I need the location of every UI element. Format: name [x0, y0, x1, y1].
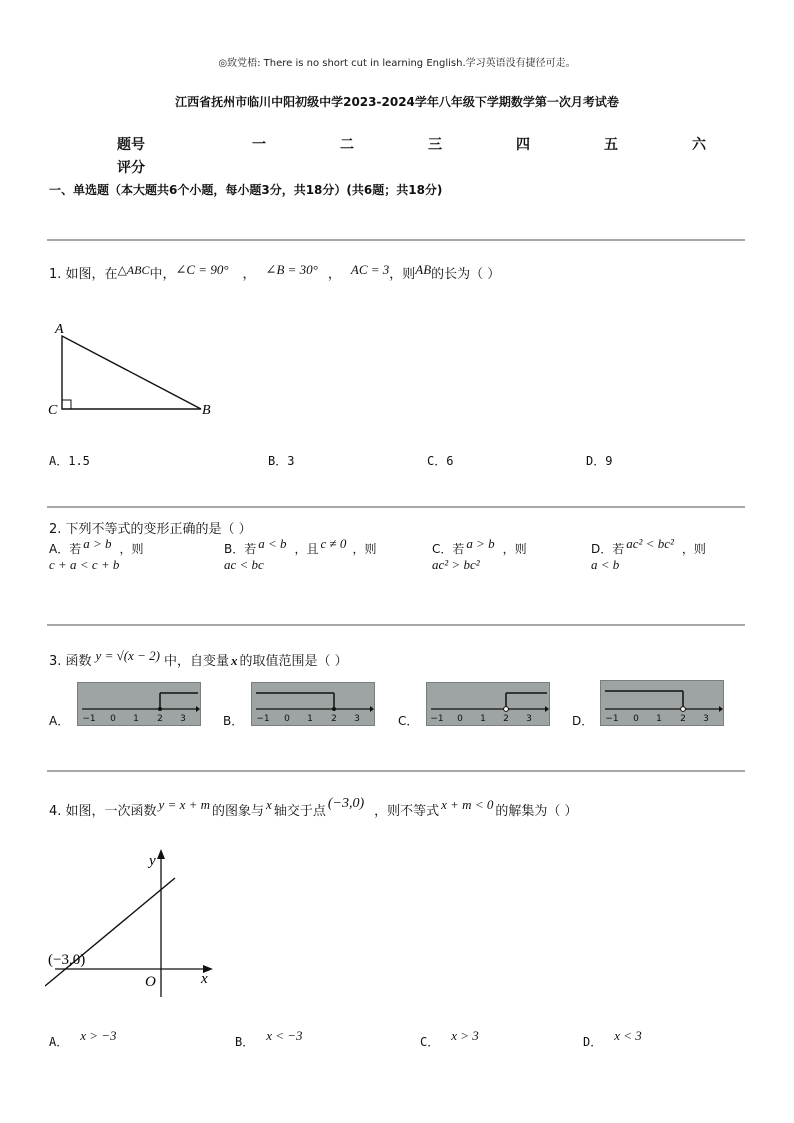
q2-option-a[interactable]: A．若 a > b ，则 c + a < c + b: [49, 536, 144, 572]
svg-text:1: 1: [133, 714, 139, 724]
q3-option-d[interactable]: [600, 680, 724, 726]
score-label-score: 评分: [117, 160, 145, 176]
q2-option-d[interactable]: D．若 ac² < bc² ，则 a < b: [591, 536, 706, 572]
x-axis-label: x: [201, 971, 208, 987]
score-col-5: 五: [604, 137, 618, 153]
q1-cond-2: ∠B = 30°: [265, 262, 318, 277]
q4-option-b[interactable]: B． x < −3: [235, 1028, 303, 1049]
number-line-a: [78, 683, 200, 725]
question-1-stem: 1. 如图，在△ABC中，∠C = 90° ， ∠B = 30° ， AC = 3，则AB的长为（ ）: [49, 262, 501, 282]
q1-triangle: △ABC: [117, 263, 150, 277]
svg-text:−1: −1: [430, 714, 444, 724]
q1-text-1: 如图，在: [65, 267, 118, 282]
svg-text:−1: −1: [256, 714, 270, 724]
q4-option-a[interactable]: A． x > −3: [49, 1028, 117, 1049]
q3-option-a-label: A．: [49, 714, 70, 728]
q3-function: y = √(x − 2): [95, 648, 160, 663]
number-line-d: [601, 681, 723, 725]
q1-cond-3: AC = 3: [350, 262, 390, 277]
question-2-stem: 2. 下列不等式的变形正确的是（ ）: [49, 522, 252, 537]
intercept-label: (−3,0): [48, 952, 86, 968]
svg-text:3: 3: [703, 714, 709, 724]
svg-text:1: 1: [656, 714, 662, 724]
score-col-3: 三: [428, 137, 442, 153]
svg-text:1: 1: [307, 714, 313, 724]
svg-text:0: 0: [633, 714, 639, 724]
vertex-a-label: A: [55, 322, 64, 337]
motto: ◎致党梧: There is no short cut in learning English.学习英语没有捷径可走。: [218, 58, 576, 69]
q1-text-3: ，则: [389, 267, 416, 282]
q3-option-c-label: C．: [398, 714, 419, 728]
divider: [47, 624, 745, 626]
q2-option-c[interactable]: C．若 a > b ，则 ac² > bc²: [432, 536, 527, 572]
page-title: 江西省抚州市临川中阳初级中学2023-2024学年八年级下学期数学第一次月考试卷: [175, 95, 619, 109]
svg-text:3: 3: [180, 714, 186, 724]
q4-inequality: x + m < 0: [441, 797, 494, 812]
divider: [47, 239, 745, 241]
q1-text-2: 中，: [149, 267, 176, 282]
q1-option-a[interactable]: A．1.5: [49, 454, 90, 468]
q1-cond-1: ∠C = 90°: [175, 262, 229, 277]
origin-label: O: [145, 974, 156, 990]
q4-option-c[interactable]: C． x > 3: [420, 1028, 479, 1049]
q4-point: (−3,0): [327, 796, 365, 811]
q4-option-d[interactable]: D． x < 3: [583, 1028, 642, 1049]
section-heading: 一、单选题（本大题共6个小题，每小题3分，共18分）(共6题；共18分): [49, 183, 443, 197]
q1-option-d[interactable]: D．9: [586, 454, 613, 468]
q3-option-b-label: B．: [223, 714, 244, 728]
svg-text:0: 0: [284, 714, 290, 724]
question-3-stem: 3. 函数 y = √(x − 2) 中，自变量 x 的取值范围是（ ）: [49, 648, 348, 669]
score-col-6: 六: [692, 137, 706, 153]
function-line: [45, 878, 175, 986]
number-line-c: [427, 683, 549, 725]
svg-text:−1: −1: [605, 714, 619, 724]
q3-option-c[interactable]: [426, 682, 550, 726]
number-line-b: [252, 683, 374, 725]
score-col-1: 一: [252, 137, 266, 153]
svg-text:−1: −1: [82, 714, 96, 724]
question-4-stem: 4. 如图，一次函数 y = x + m 的图象与 x 轴交于点(−3,0)，则不等式 x + m < 0 的解集为（ ）: [49, 796, 578, 819]
svg-text:0: 0: [110, 714, 116, 724]
y-axis-label: y: [149, 853, 156, 869]
divider: [47, 506, 745, 508]
q1-option-c[interactable]: C．6: [427, 454, 454, 468]
q1-triangle-figure: [45, 318, 225, 423]
svg-text:3: 3: [526, 714, 532, 724]
svg-text:1: 1: [480, 714, 486, 724]
q2-option-b[interactable]: B．若 a < b ，且 c ≠ 0 ，则 ac < bc: [224, 536, 377, 572]
vertex-b-label: B: [202, 403, 211, 418]
q1-option-b[interactable]: B．3: [268, 454, 295, 468]
score-label-question: 题号: [117, 137, 145, 153]
q4-function: y = x + m: [158, 797, 211, 812]
svg-text:0: 0: [457, 714, 463, 724]
right-angle-mark: [62, 400, 71, 409]
q3-option-d-label: D．: [572, 714, 594, 728]
score-col-2: 二: [340, 137, 354, 153]
divider: [47, 770, 745, 772]
q3-option-a[interactable]: [77, 682, 201, 726]
q1-ab: AB: [415, 262, 432, 277]
svg-text:2: 2: [503, 714, 509, 724]
q1-text-4: 的长为（ ）: [431, 267, 501, 282]
svg-text:2: 2: [331, 714, 337, 724]
svg-text:2: 2: [680, 714, 686, 724]
q4-graph-figure: [45, 845, 225, 1000]
score-col-4: 四: [516, 137, 530, 153]
svg-text:2: 2: [157, 714, 163, 724]
triangle-shape: [62, 336, 201, 409]
q3-option-b[interactable]: [251, 682, 375, 726]
vertex-c-label: C: [48, 403, 58, 418]
svg-text:3: 3: [354, 714, 360, 724]
q1-number: 1.: [49, 267, 62, 282]
